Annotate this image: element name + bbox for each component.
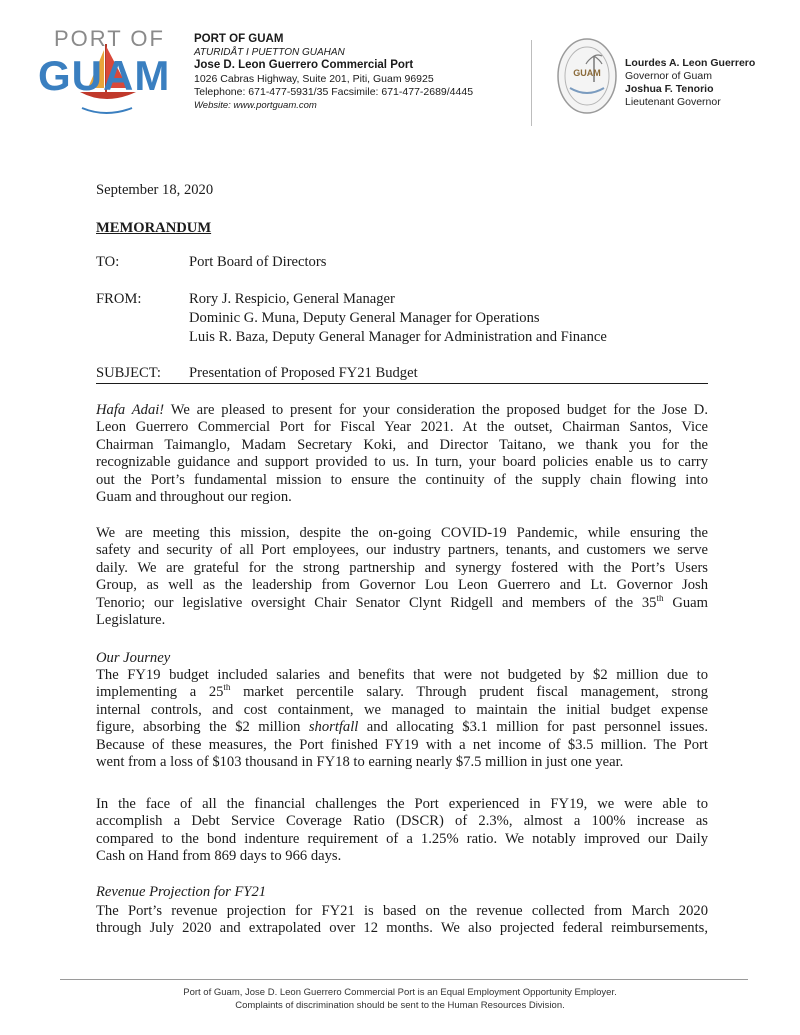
greeting-hafa-adai: Hafa Adai! [96,402,165,418]
paragraph-dscr: In the face of all the financial challenges the Port experienced in FY19, we were able to accomplish a Debt Service Coverage Ratio (DSCR) of 2.3%, almost a 100% increase as compared to the bond indenture requirement of a 1.25% ratio. We notably improved our Daily Cash on Hand from 869 days to 966 days. [96,796,708,865]
paragraph-intro: Hafa Adai! We are pleased to present for your consideration the proposed budget for the Jose D. Leon Guerrero Commercial Port for Fiscal Year 2021. At the outset, Chairman Santos, Vice Chairman Taimanglo, Madam Secretary Koki, and Director Taitano, we thank you for the recognizable guidance and support provided to us. In turn, your board policies enable us to carry out the Port’s fundamental mission to ensure the continuity of the supply chain flowing into Guam and throughout our region. [96,402,708,506]
from-label: FROM: [96,291,142,307]
from-line: Rory J. Respicio, General Manager [189,291,395,307]
footer-complaints-statement: Complaints of discrimination should be sent to the Human Resources Division. [235,1000,565,1011]
seal-text: GUAM [573,68,601,78]
organization-info [194,33,473,112]
lt-governor-name: Joshua F. Tenorio [625,83,714,95]
lt-governor-title: Lieutenant Governor [625,96,721,108]
port-name: Jose D. Leon Guerrero Commercial Port [194,59,414,72]
section-heading-revenue-projection: Revenue Projection for FY21 [96,884,267,900]
officials-block [625,57,755,109]
to-value: Port Board of Directors [189,254,327,270]
port-of-guam-logo [36,26,171,126]
address: 1026 Cabras Highway, Suite 201, Piti, Guam 96925 [194,72,434,85]
subject-underline [96,383,708,384]
paragraph-mission: We are meeting this mission, despite the on-going COVID-19 Pandemic, while ensuring the safety and security of all Port employees, our industry partners, tenants, and customers we serve daily. We are grateful for the strong partnership and synergy fostered with the Port’s Users Group, as well as the leadership from Governor Lou Leon Guerrero and Lt. Governor Josh Tenorio; our legislative oversight Chair Senator Clynt Ridgell and members of the 35th Guam Legislature. [96,525,708,629]
governor-name: Lourdes A. Leon Guerrero [625,57,756,69]
from-line: Luis R. Baza, Deputy General Manager for Administration and Finance [189,329,607,345]
section-heading-our-journey: Our Journey [96,650,171,666]
footer-eeo-statement: Port of Guam, Jose D. Leon Guerrero Commercial Port is an Equal Employment Opportunity Employer. [183,987,617,998]
org-name: PORT OF GUAM [194,33,284,45]
guam-seal-icon [556,36,618,116]
website: Website: www.portguam.com [194,100,317,112]
from-line: Dominic G. Muna, Deputy General Manager for Operations [189,310,540,326]
footer [0,986,800,1012]
subject-label: SUBJECT: [96,365,161,381]
footer-divider [60,979,748,980]
subject-value: Presentation of Proposed FY21 Budget [189,365,418,381]
paragraph-journey: The FY19 budget included salaries and benefits that were not budgeted by $2 million due to implementing a 25th market percentile salary. Through prudent fiscal management, strong internal controls, and cost containment, we managed to maintain the initial budget expense figure, absorbing the $2 million shortfall and allocating $3.1 million for past personnel issues. Because of these measures, the Port finished FY19 with a net income of $3.5 million. The Port went from a loss of $103 thousand in FY18 to earning nearly $7.5 million in just one year. [96,667,708,771]
logo-text-port-of: PORT OF [54,26,165,51]
letterhead-divider [531,40,532,126]
governor-title: Governor of Guam [625,70,712,82]
to-label: TO: [96,254,120,270]
org-chamorro-name: ATURIDÅT I PUETTON GUAHAN [194,47,345,59]
logo-text-guam: GUAM [38,52,171,99]
paragraph-revenue: The Port’s revenue projection for FY21 is based on the revenue collected from March 2020 through July 2020 and extrapolated over 12 months. We also projected federal reimbursements, [96,903,708,937]
memo-date: September 18, 2020 [96,182,214,198]
memo-heading: MEMORANDUM [96,220,212,236]
phone-fax: Telephone: 671-477-5931/35 Facsimile: 671-477-2689/4445 [194,85,474,98]
